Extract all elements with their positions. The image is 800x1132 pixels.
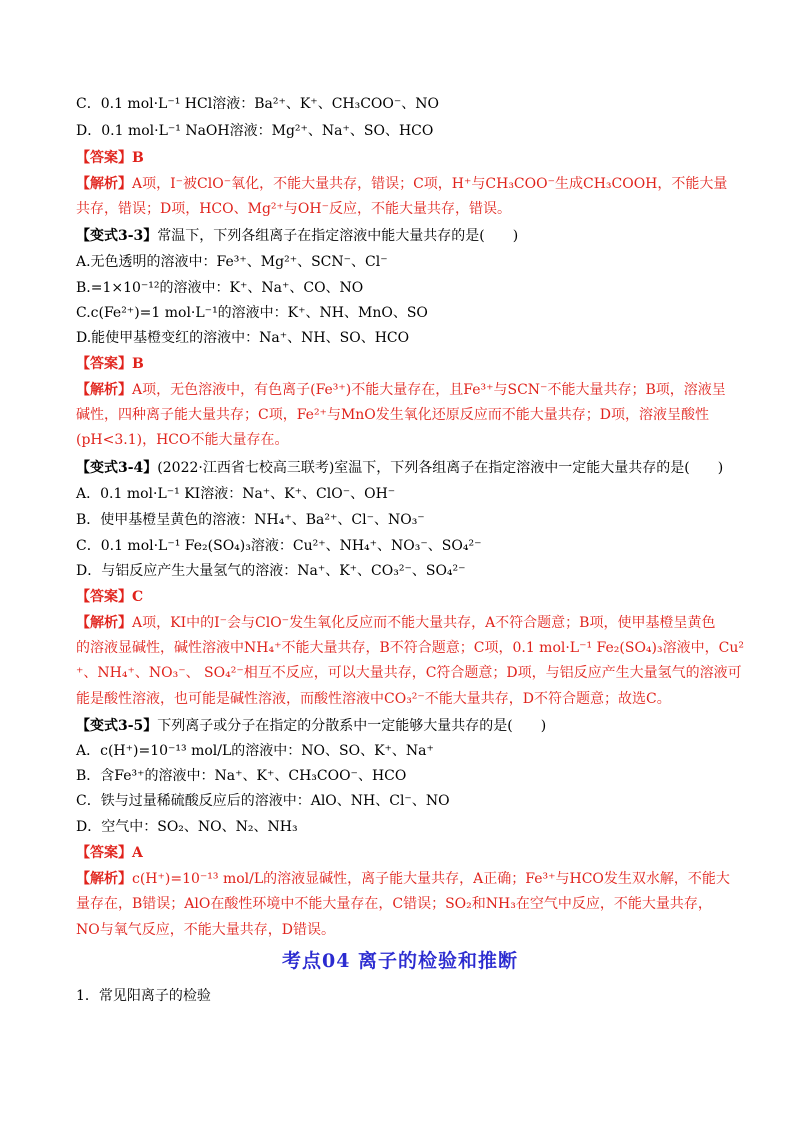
analysis-label: 【解析】 (76, 871, 132, 887)
analysis-text: A项，KI中的I⁻会与ClO⁻发生氧化反应而不能大量共存，A不符合题意；B项，使甲基橙呈黄色 (132, 615, 716, 631)
analysis-line: 共存，错误；D项，HCO、Mg²⁺与OH⁻反应，不能大量共存，错误。 (76, 201, 511, 217)
analysis-text: A项，无色溶液中，有色离子(Fe³⁺)不能大量存在，且Fe³⁺与SCN⁻不能大量共存；B项，溶液呈 (132, 382, 726, 398)
analysis-line (76, 380, 726, 400)
analysis-line: 量存在，B错误；AlO在酸性环境中不能大量存在，C错误；SO₂和NH₃在空气中反应，不能大量共存， (76, 896, 712, 912)
variant-label: 【变式3-3】 (76, 228, 158, 244)
option-b-line: B．含Fe³⁺的溶液中：Na⁺、K⁺、CH₃COO⁻、HCO (76, 768, 407, 784)
option-c-line: C．0.1 mol·L⁻¹ HCl溶液：Ba²⁺、K⁺、CH₃COO⁻、NO (76, 96, 440, 112)
variant-label: 【变式3-5】 (76, 718, 158, 734)
analysis-line: 碱性，四种离子能大量共存；C项，Fe²⁺与MnO发生氧化还原反应而不能大量共存；D项，溶液呈酸性 (76, 407, 709, 423)
answer-value: A (132, 845, 143, 861)
answer-value: C (132, 589, 144, 605)
option-c-line: C.c(Fe²⁺)=1 mol·L⁻¹的溶液中：K⁺、NH、MnO、SO (76, 305, 428, 321)
answer-label: 【答案】 (76, 150, 132, 166)
answer-line (76, 843, 143, 863)
analysis-line: 的溶液显碱性，碱性溶液中NH₄⁺不能大量共存，B不符合题意；C项，0.1 mol·L⁻¹ Fe₂(SO₄)₃溶液中，Cu² (76, 640, 744, 656)
answer-label: 【答案】 (76, 845, 132, 861)
option-b-line: B．使甲基橙呈黄色的溶液：NH₄⁺、Ba²⁺、Cl⁻、NO₃⁻ (76, 512, 425, 528)
variant-question: 常温下，下列各组离子在指定溶液中能大量共存的是( ) (157, 228, 519, 244)
variant-label: 【变式3-4】 (76, 460, 158, 476)
variant-3-3-title (76, 226, 518, 246)
analysis-label: 【解析】 (76, 382, 132, 398)
option-d-line: D．0.1 mol·L⁻¹ NaOH溶液：Mg²⁺、Na⁺、SO、HCO (76, 123, 434, 139)
answer-value: B (132, 356, 144, 372)
answer-line (76, 354, 144, 374)
option-a-line: A.无色透明的溶液中：Fe³⁺、Mg²⁺、SCN⁻、Cl⁻ (76, 254, 388, 270)
variant-3-5-title (76, 716, 546, 736)
variant-3-4-title (76, 458, 723, 478)
analysis-label: 【解析】 (76, 615, 132, 631)
analysis-line (76, 174, 727, 194)
analysis-line (76, 613, 715, 633)
variant-question: (2022·江西省七校高三联考)室温下，下列各组离子在指定溶液中一定能大量共存的是( ) (157, 460, 724, 476)
analysis-line: (pH<3.1)，HCO不能大量存在。 (76, 432, 289, 448)
option-d-line: D．空气中：SO₂、NO、N₂、NH₃ (76, 819, 298, 835)
variant-question: 下列离子或分子在指定的分散系中一定能够大量共存的是( ) (157, 718, 547, 734)
option-d-line: D．与铝反应产生大量氢气的溶液：Na⁺、K⁺、CO₃²⁻、SO₄²⁻ (76, 563, 466, 579)
analysis-label: 【解析】 (76, 176, 132, 192)
option-b-line: B.=1×10⁻¹²的溶液中：K⁺、Na⁺、CO、NO (76, 280, 364, 296)
analysis-text: A项，I⁻被ClO⁻氧化，不能大量共存，错误；C项，H⁺与CH₃COO⁻生成CH₃COOH，不能大量 (132, 176, 728, 192)
option-c-line: C．0.1 mol·L⁻¹ Fe₂(SO₄)₃溶液：Cu²⁺、NH₄⁺、NO₃⁻、SO₄²⁻ (76, 538, 482, 554)
analysis-line: 能是酸性溶液，也可能是碱性溶液，而酸性溶液中CO₃²⁻不能大量共存，D不符合题意；故选C。 (76, 691, 671, 707)
analysis-line: ⁺、NH₄⁺、NO₃⁻、 SO₄²⁻相互不反应，可以大量共存，C符合题意；D项，与铝反应产生大量氢气的溶液可 (76, 665, 742, 681)
answer-value: B (132, 150, 144, 166)
answer-line (76, 587, 143, 607)
subsection-title: 1．常见阳离子的检验 (76, 988, 211, 1004)
analysis-line: NO与氧气反应，不能大量共存，D错误。 (76, 922, 335, 938)
option-a-line: A．c(H⁺)=10⁻¹³ mol/L的溶液中：NO、SO、K⁺、Na⁺ (76, 743, 434, 759)
answer-line (76, 148, 144, 168)
answer-label: 【答案】 (76, 356, 132, 372)
section-heading: 考点04 离子的检验和推断 (281, 950, 519, 972)
analysis-line (76, 869, 730, 889)
answer-label: 【答案】 (76, 589, 132, 605)
option-c-line: C．铁与过量稀硫酸反应后的溶液中：AlO、NH、Cl⁻、NO (76, 793, 450, 809)
analysis-text: c(H⁺)=10⁻¹³ mol/L的溶液显碱性，离子能大量共存，A正确；Fe³⁺与HCO发生双水解，不能大 (132, 871, 730, 887)
option-d-line: D.能使甲基橙变红的溶液中：Na⁺、NH、SO、HCO (76, 330, 410, 346)
option-a-line: A．0.1 mol·L⁻¹ KI溶液：Na⁺、K⁺、ClO⁻、OH⁻ (76, 486, 396, 502)
